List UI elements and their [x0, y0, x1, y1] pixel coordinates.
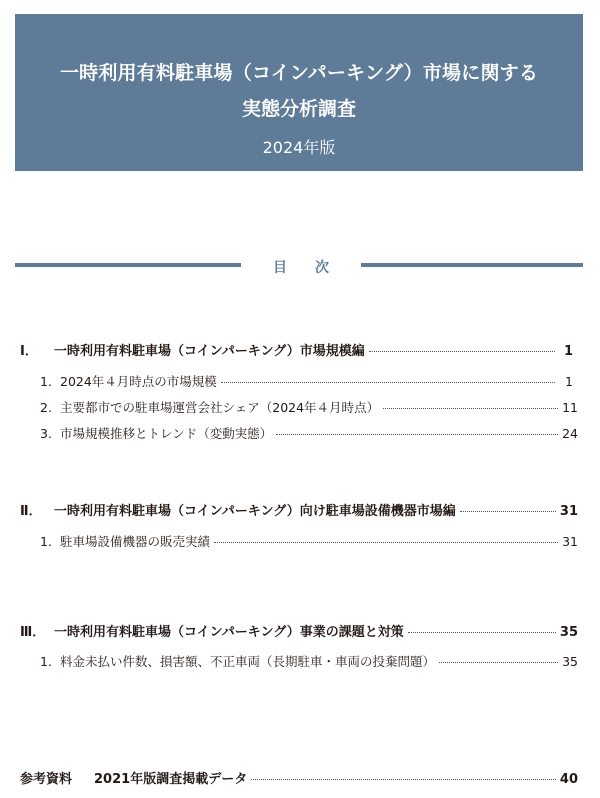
item-page: 11: [562, 400, 578, 415]
item-number: 1.: [40, 654, 52, 669]
section-numeral: Ⅲ．: [20, 625, 46, 640]
item-number: 1.: [40, 534, 52, 549]
section-title: 一時利用有料駐車場（コインパーキング）市場規模編: [54, 344, 365, 359]
section-numeral: Ⅱ．: [20, 504, 42, 519]
item-page: 1: [565, 374, 573, 389]
item-title: 主要都市での駐車場運営会社シェア（2024年４月時点）: [60, 400, 380, 415]
item-title: 市場規模推移とトレンド（変動実態）: [60, 426, 273, 441]
appendix-page: 40: [559, 772, 578, 787]
toc-appendix[interactable]: [20, 768, 578, 787]
section-page: 35: [559, 625, 578, 640]
report-title-line1: 一時利用有料駐車場（コインパーキング）市場に関する: [59, 62, 539, 84]
leader-dots: [276, 434, 558, 435]
toc-heading-label: 目次: [273, 260, 357, 276]
leader-dots: [383, 408, 558, 409]
leader-dots: [251, 779, 556, 780]
heading-rule-right: [361, 263, 583, 267]
item-page: 35: [562, 654, 578, 669]
section-page: 1: [563, 344, 573, 359]
leader-dots: [408, 632, 556, 633]
title-banner: [15, 14, 583, 171]
toc-item-1-1[interactable]: [40, 372, 573, 390]
leader-dots: [369, 351, 555, 352]
leader-dots: [221, 382, 555, 383]
report-edition: 2024年版: [262, 138, 336, 157]
report-title-line2: 実態分析調査: [241, 98, 356, 120]
item-title: 料金未払い件数、損害額、不正車両（長期駐車・車両の投棄問題）: [60, 654, 436, 669]
item-page: 31: [562, 534, 578, 549]
toc-section-2[interactable]: [20, 500, 578, 519]
item-number: 1.: [40, 374, 52, 389]
item-title: 2024年４月時点の市場規模: [60, 374, 217, 389]
section-page: 31: [559, 504, 578, 519]
section-numeral: Ⅰ．: [20, 344, 38, 359]
heading-rule-left: [15, 263, 241, 267]
toc-heading: [15, 257, 583, 275]
toc-item-2-1[interactable]: [40, 532, 578, 550]
toc-item-1-3[interactable]: [40, 424, 578, 442]
leader-dots: [214, 542, 558, 543]
item-number: 2.: [40, 400, 52, 415]
toc-item-3-1[interactable]: [40, 652, 578, 670]
item-number: 3.: [40, 426, 52, 441]
appendix-label: 参考資料: [20, 772, 73, 787]
item-page: 24: [562, 426, 578, 441]
leader-dots: [439, 662, 558, 663]
section-title: 一時利用有料駐車場（コインパーキング）向け駐車場設備機器市場編: [54, 504, 456, 519]
item-title: 駐車場設備機器の販売実績: [60, 534, 211, 549]
leader-dots: [460, 511, 556, 512]
appendix-title: 2021年版調査掲載データ: [94, 772, 248, 787]
toc-item-1-2[interactable]: [40, 398, 578, 416]
section-title: 一時利用有料駐車場（コインパーキング）事業の課題と対策: [54, 625, 404, 640]
toc-section-3[interactable]: [20, 621, 578, 640]
toc-section-1[interactable]: [20, 340, 573, 359]
